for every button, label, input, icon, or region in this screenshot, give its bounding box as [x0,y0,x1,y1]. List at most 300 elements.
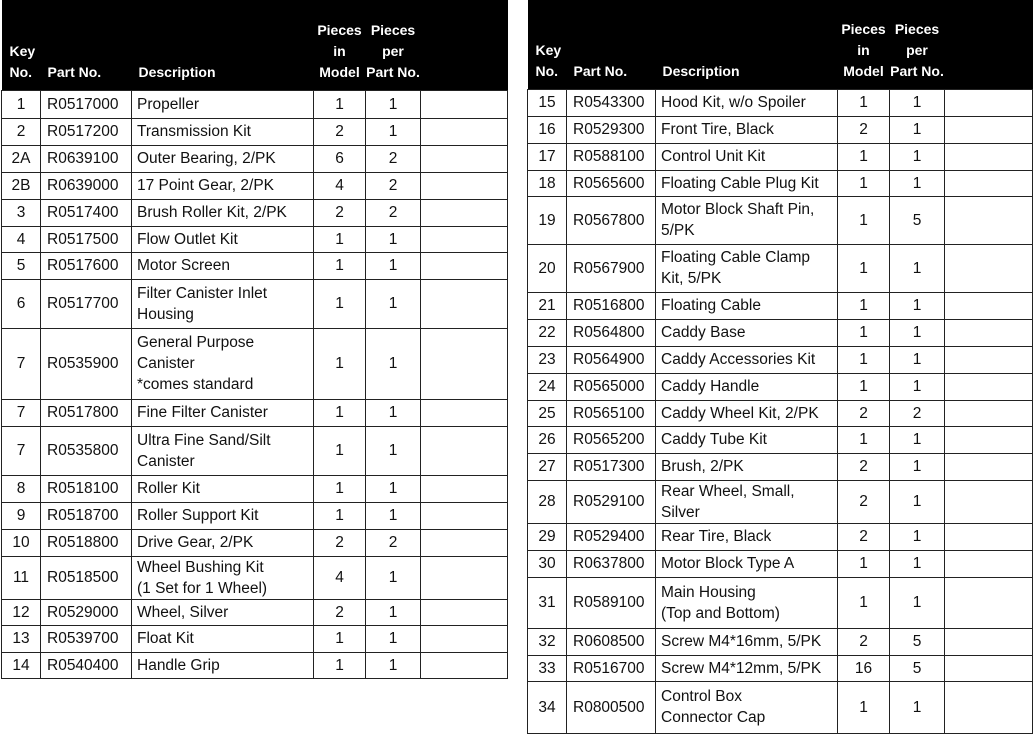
part-number-cell: R0529000 [41,599,132,625]
description-line: Motor Block Shaft Pin, [661,201,815,218]
key-number-cell: 30 [528,550,567,577]
part-number-cell: R0517400 [41,199,132,226]
table-row [528,196,1033,244]
blank-cell [421,252,508,279]
description-line: Outer Bearing, 2/PK [137,150,276,167]
description-line: Transmission Kit [137,123,251,140]
table-row [528,373,1033,400]
pieces-per-part-cell: 1 [890,292,945,319]
table-row [2,172,508,199]
pieces-per-part-cell: 1 [366,599,421,625]
blank-cell [421,599,508,625]
table-row [528,143,1033,170]
pieces-per-part-cell: 2 [890,400,945,426]
part-number-cell: R0565600 [567,170,656,196]
table-row [2,399,508,426]
pieces-in-model-cell: 1 [314,399,366,426]
pieces-in-model-cell: 1 [838,89,890,116]
description-cell [132,226,314,252]
description-line: Floating Cable Plug Kit [661,174,819,192]
table-row [2,145,508,172]
part-number-cell: R0567800 [567,196,656,244]
description-cell [656,292,838,319]
description-line: Silver [661,503,700,521]
key-number-cell: 12 [2,599,41,625]
blank-cell [421,652,508,678]
description-cell [656,480,838,523]
pieces-per-part-cell: 1 [890,480,945,523]
pieces-per-part-cell: 1 [890,681,945,733]
part-number-cell: R0565200 [567,426,656,453]
header-description: Description [656,0,838,89]
table-row [528,292,1033,319]
pieces-per-part-cell: 2 [366,145,421,172]
description-line: Handle Grip [137,656,220,674]
key-number-cell: 34 [528,681,567,733]
part-number-cell: R0529100 [567,480,656,523]
table-row [528,655,1033,681]
description-cell [132,172,314,199]
part-number-cell: R0543300 [567,89,656,116]
table-row [528,116,1033,143]
key-number-cell: 31 [528,577,567,628]
header-blank [421,0,508,90]
pieces-in-model-cell: 1 [314,90,366,118]
pieces-per-part-cell: 1 [890,373,945,400]
header-key-no: Key No. [528,0,567,89]
pieces-in-model-cell: 1 [838,319,890,346]
blank-cell [945,116,1033,143]
part-number-cell: R0800500 [567,681,656,733]
pieces-per-part-cell: 1 [366,625,421,652]
description-line: Filter Canister Inlet [137,284,268,302]
description-line: Floating Cable Clamp [661,249,811,266]
table-row [2,118,508,145]
key-number-cell: 8 [2,475,41,502]
part-number-cell: R0565100 [567,400,656,426]
description-line: Propeller [137,95,200,113]
part-number-cell: R0518700 [41,502,132,529]
blank-cell [421,529,508,556]
key-number-cell: 7 [2,328,41,399]
part-number-cell: R0539700 [41,625,132,652]
part-number-cell: R0565000 [567,373,656,400]
key-number-cell: 7 [2,399,41,426]
blank-cell [421,199,508,226]
description-cell [656,681,838,733]
description-line: Caddy Handle [661,378,760,395]
pieces-in-model-cell: 1 [838,292,890,319]
part-number-cell: R0529400 [567,523,656,550]
description-cell [132,556,314,599]
description-cell [132,328,314,399]
table-row [528,170,1033,196]
pieces-in-model-cell: 1 [838,373,890,400]
description-line: Rear Tire, Black [661,528,772,545]
description-line: 17 Point Gear, 2/PK [137,177,275,194]
pieces-in-model-cell: 2 [838,480,890,523]
header-blank [945,0,1033,89]
pieces-in-model-cell: 1 [314,226,366,252]
pieces-in-model-cell: 1 [838,681,890,733]
description-cell [656,655,838,681]
key-number-cell: 21 [528,292,567,319]
description-cell [656,170,838,196]
part-number-cell: R0517500 [41,226,132,252]
pieces-in-model-cell: 2 [838,523,890,550]
pieces-per-part-cell: 1 [890,523,945,550]
pieces-per-part-cell: 1 [890,577,945,628]
description-line: Brush, 2/PK [661,458,744,475]
pieces-per-part-cell: 1 [366,328,421,399]
part-number-cell: R0637800 [567,550,656,577]
description-line: Screw M4*12mm, 5/PK [661,659,822,677]
description-line: Fine Filter Canister [137,404,268,421]
table-row [528,319,1033,346]
pieces-per-part-cell: 1 [366,226,421,252]
table-row [528,426,1033,453]
description-line: Front Tire, Black [661,121,774,138]
description-line: Wheel, Silver [137,603,229,621]
description-cell [656,89,838,116]
table-row [528,346,1033,373]
pieces-in-model-cell: 6 [314,145,366,172]
pieces-per-part-cell: 1 [890,453,945,480]
key-number-cell: 22 [528,319,567,346]
pieces-per-part-cell: 1 [890,116,945,143]
table-row [528,577,1033,628]
description-cell [132,652,314,678]
key-number-cell: 29 [528,523,567,550]
blank-cell [945,196,1033,244]
pieces-per-part-cell: 5 [890,655,945,681]
pieces-per-part-cell: 1 [366,652,421,678]
key-number-cell: 2 [2,118,41,145]
table-header-row [528,0,1033,89]
blank-cell [421,426,508,475]
description-line: Brush Roller Kit, 2/PK [137,204,287,221]
key-number-cell: 20 [528,244,567,292]
pieces-in-model-cell: 1 [838,550,890,577]
description-cell [656,426,838,453]
key-number-cell: 4 [2,226,41,252]
description-line: Caddy Base [661,324,746,341]
pieces-in-model-cell: 1 [838,346,890,373]
description-line: General Purpose [137,334,255,351]
key-number-cell: 28 [528,480,567,523]
table-row [528,453,1033,480]
blank-cell [421,625,508,652]
description-line: Roller Support Kit [137,507,259,524]
description-line: *comes standard [137,376,254,393]
key-number-cell: 5 [2,252,41,279]
description-line: Caddy Wheel Kit, 2/PK [661,404,819,422]
part-number-cell: R0567900 [567,244,656,292]
blank-cell [945,628,1033,655]
blank-cell [945,577,1033,628]
part-number-cell: R0516700 [567,655,656,681]
blank-cell [945,655,1033,681]
part-number-cell: R0516800 [567,292,656,319]
pieces-per-part-cell: 1 [366,556,421,599]
blank-cell [945,292,1033,319]
blank-cell [945,244,1033,292]
pieces-per-part-cell: 1 [890,89,945,116]
table-row [2,226,508,252]
description-line: Flow Outlet Kit [137,230,238,248]
blank-cell [945,170,1033,196]
key-number-cell: 32 [528,628,567,655]
description-line: Float Kit [137,630,194,647]
pieces-per-part-cell: 1 [366,426,421,475]
description-line: Caddy Tube Kit [661,431,767,448]
description-cell [656,346,838,373]
description-line: Floating Cable [661,297,761,314]
part-number-cell: R0518500 [41,556,132,599]
key-number-cell: 15 [528,89,567,116]
table-row [528,681,1033,733]
part-number-cell: R0535800 [41,426,132,475]
part-number-cell: R0639000 [41,172,132,199]
table-row [528,523,1033,550]
pieces-in-model-cell: 16 [838,655,890,681]
pieces-per-part-cell: 1 [366,279,421,328]
pieces-in-model-cell: 1 [838,196,890,244]
pieces-in-model-cell: 2 [838,400,890,426]
key-number-cell: 27 [528,453,567,480]
blank-cell [421,475,508,502]
blank-cell [945,319,1033,346]
pieces-in-model-cell: 1 [838,426,890,453]
key-number-cell: 26 [528,426,567,453]
table-row [2,652,508,678]
part-number-cell: R0588100 [567,143,656,170]
description-cell [656,523,838,550]
pieces-in-model-cell: 1 [314,475,366,502]
table-header-row [2,0,508,90]
table-row [528,628,1033,655]
table-row [2,199,508,226]
description-cell [132,599,314,625]
part-number-cell: R0517300 [567,453,656,480]
key-number-cell: 23 [528,346,567,373]
table-row [528,244,1033,292]
description-line: (Top and Bottom) [661,604,780,622]
table-row [528,89,1033,116]
pieces-in-model-cell: 1 [838,244,890,292]
key-number-cell: 3 [2,199,41,226]
part-number-cell: R0540400 [41,652,132,678]
blank-cell [945,550,1033,577]
description-cell [132,90,314,118]
description-cell [656,453,838,480]
table-row [528,400,1033,426]
pieces-per-part-cell: 1 [366,252,421,279]
blank-cell [421,556,508,599]
key-number-cell: 11 [2,556,41,599]
table-row [2,556,508,599]
description-cell [656,373,838,400]
key-number-cell: 2A [2,145,41,172]
blank-cell [421,399,508,426]
table-row [2,279,508,328]
key-number-cell: 25 [528,400,567,426]
header-pieces-in-model: Pieces in Model [314,0,366,90]
description-cell [656,319,838,346]
description-cell [656,244,838,292]
description-cell [132,145,314,172]
description-line: Caddy Accessories Kit [661,351,816,368]
blank-cell [945,143,1033,170]
table-body [528,89,1033,733]
description-line: (1 Set for 1 Wheel) [137,579,268,597]
pieces-in-model-cell: 2 [838,116,890,143]
part-number-cell: R0517200 [41,118,132,145]
pieces-per-part-cell: 1 [366,475,421,502]
pieces-in-model-cell: 1 [314,279,366,328]
description-cell [656,577,838,628]
header-part-no: Part No. [567,0,656,89]
blank-cell [421,328,508,399]
parts-table-right [527,0,1033,734]
header-pieces-in-model: Pieces in Model [838,0,890,89]
header-key-no: Key No. [2,0,41,90]
table-row [2,599,508,625]
pieces-in-model-cell: 4 [314,172,366,199]
description-line: Drive Gear, 2/PK [137,534,254,551]
description-cell [656,400,838,426]
part-number-cell: R0517700 [41,279,132,328]
table-row [2,502,508,529]
description-cell [132,502,314,529]
blank-cell [945,480,1033,523]
key-number-cell: 2B [2,172,41,199]
pieces-per-part-cell: 1 [366,118,421,145]
table-row [2,328,508,399]
table-row [528,480,1033,523]
pieces-in-model-cell: 1 [314,625,366,652]
table-row [2,252,508,279]
pieces-per-part-cell: 2 [366,172,421,199]
key-number-cell: 1 [2,90,41,118]
parts-table-left [1,0,508,679]
pieces-in-model-cell: 2 [314,529,366,556]
pieces-in-model-cell: 1 [838,170,890,196]
key-number-cell: 9 [2,502,41,529]
pieces-per-part-cell: 1 [890,244,945,292]
description-cell [132,252,314,279]
header-pieces-per-part: Pieces per Part No. [366,0,421,90]
description-line: Motor Screen [137,257,231,274]
description-cell [132,118,314,145]
blank-cell [421,279,508,328]
table-row [2,529,508,556]
pieces-per-part-cell: 1 [890,346,945,373]
blank-cell [945,89,1033,116]
pieces-per-part-cell: 1 [890,550,945,577]
blank-cell [945,373,1033,400]
blank-cell [945,453,1033,480]
pieces-per-part-cell: 1 [890,143,945,170]
pieces-in-model-cell: 1 [314,426,366,475]
blank-cell [421,226,508,252]
pieces-in-model-cell: 2 [838,628,890,655]
description-cell [656,628,838,655]
table-row [2,625,508,652]
description-cell [132,426,314,475]
key-number-cell: 33 [528,655,567,681]
description-line: Rear Wheel, Small, [661,482,795,500]
part-number-cell: R0639100 [41,145,132,172]
blank-cell [945,426,1033,453]
description-line: Kit, 5/PK [661,270,722,287]
blank-cell [421,90,508,118]
blank-cell [945,400,1033,426]
key-number-cell: 13 [2,625,41,652]
description-cell [132,475,314,502]
description-line: Motor Block Type A [661,555,795,572]
pieces-per-part-cell: 1 [890,319,945,346]
blank-cell [421,145,508,172]
part-number-cell: R0517800 [41,399,132,426]
pieces-per-part-cell: 5 [890,628,945,655]
key-number-cell: 19 [528,196,567,244]
description-cell [132,529,314,556]
pieces-in-model-cell: 1 [314,652,366,678]
table-row [2,426,508,475]
description-line: Hood Kit, w/o Spoiler [661,94,806,111]
description-cell [656,143,838,170]
part-number-cell: R0564800 [567,319,656,346]
pieces-per-part-cell: 2 [366,529,421,556]
part-number-cell: R0529300 [567,116,656,143]
pieces-in-model-cell: 2 [314,199,366,226]
description-line: Control Unit Kit [661,148,766,165]
blank-cell [945,681,1033,733]
key-number-cell: 10 [2,529,41,556]
key-number-cell: 6 [2,279,41,328]
key-number-cell: 16 [528,116,567,143]
pieces-in-model-cell: 2 [838,453,890,480]
description-cell [132,399,314,426]
header-pieces-per-part: Pieces per Part No. [890,0,945,89]
table-body [2,90,508,678]
blank-cell [945,523,1033,550]
part-number-cell: R0564900 [567,346,656,373]
description-cell [132,199,314,226]
part-number-cell: R0517000 [41,90,132,118]
table-row [528,550,1033,577]
blank-cell [421,502,508,529]
pieces-per-part-cell: 1 [366,399,421,426]
key-number-cell: 14 [2,652,41,678]
description-cell [132,279,314,328]
part-number-cell: R0608500 [567,628,656,655]
pieces-in-model-cell: 1 [838,577,890,628]
blank-cell [945,346,1033,373]
description-line: Screw M4*16mm, 5/PK [661,633,822,650]
description-line: Canister [137,355,195,372]
description-line: Wheel Bushing Kit [137,558,264,576]
blank-cell [421,118,508,145]
pieces-per-part-cell: 1 [366,502,421,529]
pieces-in-model-cell: 1 [314,328,366,399]
pieces-per-part-cell: 1 [366,90,421,118]
description-line: Canister [137,452,195,470]
pieces-per-part-cell: 2 [366,199,421,226]
header-description: Description [132,0,314,90]
pieces-per-part-cell: 5 [890,196,945,244]
